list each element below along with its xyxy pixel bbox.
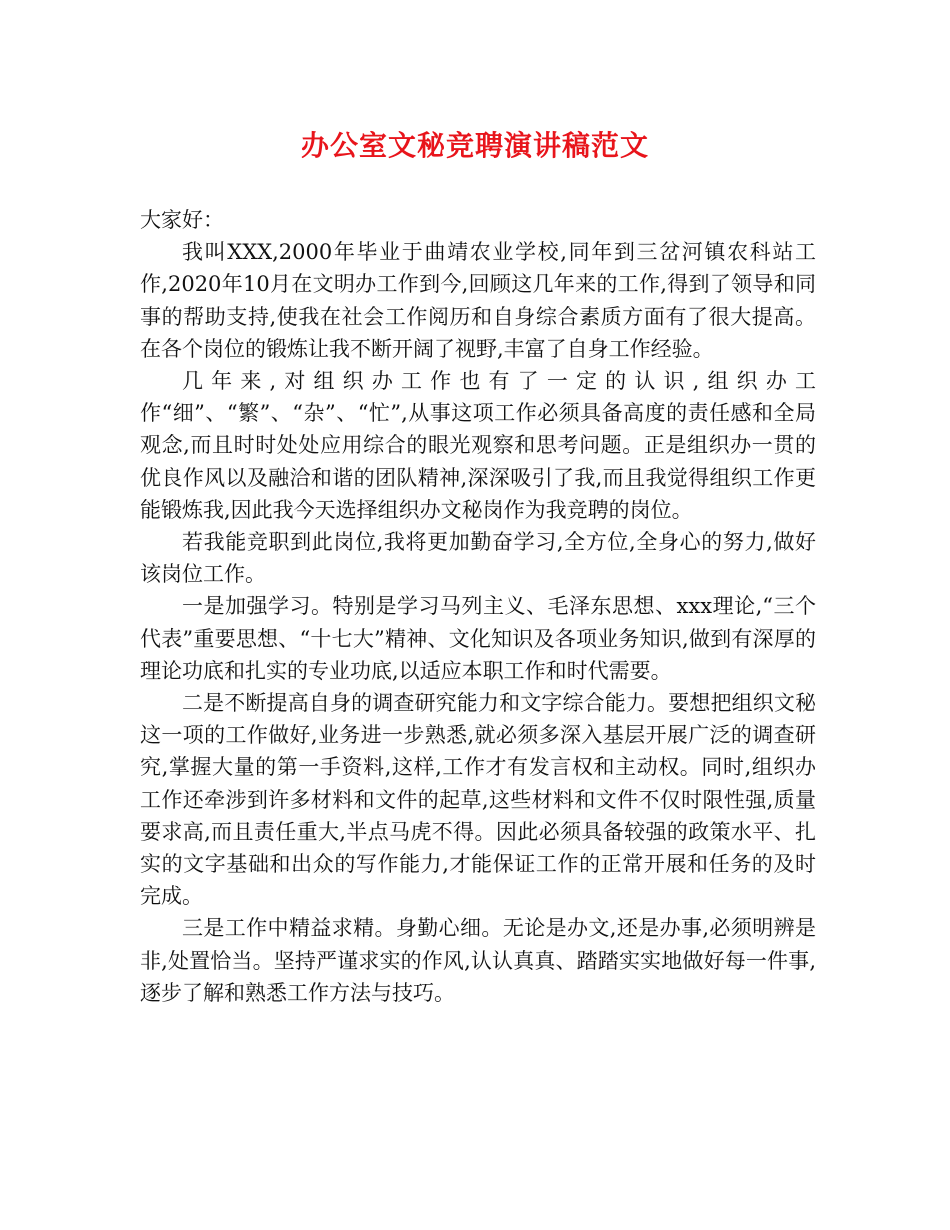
document-title: 办公室文秘竞聘演讲稿范文 (300, 129, 649, 162)
paragraph-intro: 我叫XXX,2000年毕业于曲靖农业学校,同年到三岔河镇农科站工作,2020年10月在文明办工作到今,回顾这几年来的工作,得到了领导和同事的帮助支持,使我在社会工作阅历和自身综合素质方面有了很大提高。在各个岗位的锻炼让我不断开阔了视野,丰富了自身工作经验。 (140, 240, 816, 361)
paragraph-commitment: 若我能竞职到此岗位,我将更加勤奋学习,全方位,全身心的努力,做好该岗位工作。 (140, 530, 816, 587)
paragraph-point-one: 一是加强学习。特别是学习马列主义、毛泽东思想、xxx理论,“三个代表”重要思想、“十七大”精神、文化知识及各项业务知识,做到有深厚的理论功底和扎实的专业功底,以适应本职工作和时代需要。 (140, 594, 816, 683)
paragraph-understanding: 几年来,对组织办工作也有了一定的认识,组织办工作“细”、“繁”、“杂”、“忙”,从事这项工作必须具备高度的责任感和全局观念,而且时时处处应用综合的眼光观察和思考问题。正是组织办一贯的优良作风以及融洽和谐的团队精神,深深吸引了我,而且我觉得组织工作更能锻炼我,因此我今天选择组织办文秘岗作为我竞聘的岗位。 (140, 369, 816, 522)
paragraph-point-three: 三是工作中精益求精。身勤心细。无论是办文,还是办事,必须明辨是非,处置恰当。坚持严谨求实的作风,认认真真、踏踏实实地做好每一件事,逐步了解和熟悉工作方法与技巧。 (140, 916, 816, 1005)
paragraph-point-two: 二是不断提高自身的调查研究能力和文字综合能力。要想把组织文秘这一项的工作做好,业务进一步熟悉,就必须多深入基层开展广泛的调查研究,掌握大量的第一手资料,这样,工作才有发言权和主动权。同时,组织办工作还牵涉到许多材料和文件的起草,这些材料和文件不仅时限性强,质量要求高,而且责任重大,半点马虎不得。因此必须具备较强的政策水平、扎实的文字基础和出众的写作能力,才能保证工作的正常开展和任务的及时完成。 (140, 691, 816, 909)
greeting: 大家好： (140, 208, 224, 232)
document-body (140, 204, 816, 1009)
